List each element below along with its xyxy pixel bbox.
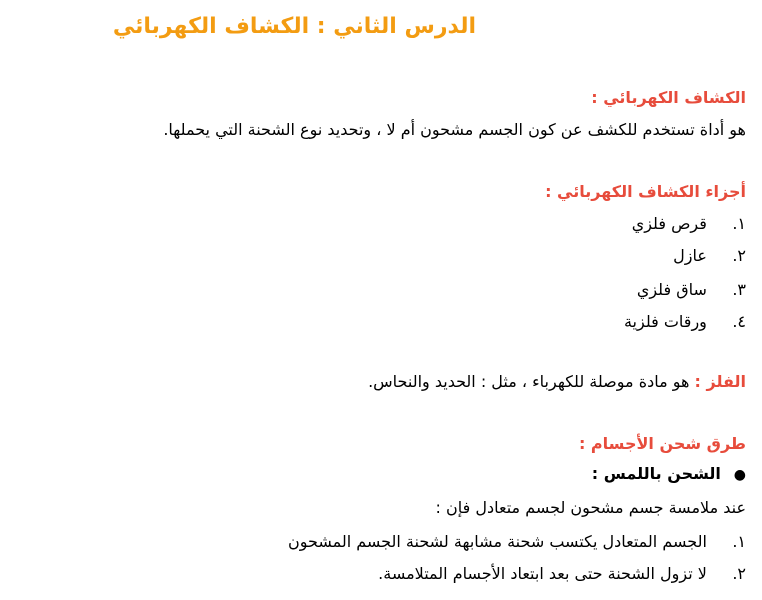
list-number: ١. bbox=[732, 214, 746, 233]
parts-list-item bbox=[624, 312, 746, 331]
list-number: ٢. bbox=[732, 246, 746, 265]
charging-heading: طرق شحن الأجسام : bbox=[578, 434, 746, 453]
list-text: الجسم المتعادل يكتسب شحنة مشابهة لشحنة الجسم المشحون bbox=[287, 532, 707, 551]
metal-text: هو مادة موصلة للكهرباء ، مثل : الحديد والنحاس. bbox=[368, 372, 690, 391]
list-text: ساق فلزي bbox=[636, 280, 707, 299]
list-number: ٤. bbox=[732, 312, 746, 331]
list-number: ٢. bbox=[732, 564, 746, 583]
definition-heading: الكشاف الكهربائي : bbox=[591, 88, 746, 107]
list-text: لا تزول الشحنة حتى بعد ابتعاد الأجسام المتلامسة. bbox=[378, 564, 707, 583]
list-number: ١. bbox=[732, 532, 746, 551]
metal-definition bbox=[368, 372, 746, 391]
parts-list-item bbox=[632, 214, 746, 233]
charging-list-item bbox=[378, 564, 746, 583]
definition-text: هو أداة تستخدم للكشف عن كون الجسم مشحون أم لا ، وتحديد نوع الشحنة التي يحملها. bbox=[163, 120, 746, 139]
list-text: عازل bbox=[673, 246, 707, 265]
lesson-title: الدرس الثاني : الكشاف الكهربائي bbox=[112, 14, 476, 39]
list-number: ٣. bbox=[732, 280, 746, 299]
parts-heading: أجزاء الكشاف الكهربائي : bbox=[545, 182, 746, 201]
charging-list-item bbox=[288, 532, 746, 551]
list-text: ورقات فلزية bbox=[623, 312, 707, 331]
parts-list-item bbox=[637, 280, 746, 299]
list-text: قرص فلزي bbox=[631, 214, 707, 233]
metal-label: الفلز : bbox=[694, 372, 746, 391]
charging-method bbox=[592, 464, 746, 483]
bullet-icon: ● bbox=[733, 467, 746, 483]
method-title: الشحن باللمس : bbox=[591, 464, 721, 483]
charging-intro: عند ملامسة جسم مشحون لجسم متعادل فإن : bbox=[435, 498, 746, 517]
parts-list-item bbox=[673, 246, 746, 265]
